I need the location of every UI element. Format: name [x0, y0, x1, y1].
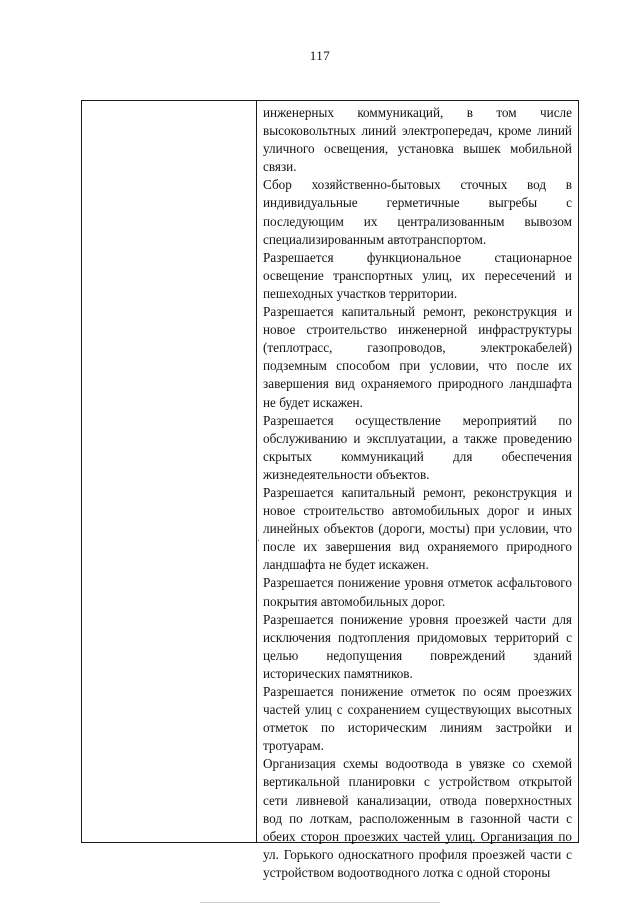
paragraph-roadway-level: Разрешается понижение уровня проезжей части для исключения подтопления придомовых территорий с целью недопущения повреждений зданий исторических памятников. [263, 611, 572, 681]
scan-edge-line [200, 902, 440, 903]
page-number: 117 [309, 48, 331, 63]
paragraph-wastewater-collection: Сбор хозяйственно-бытовых сточных вод в индивидуальные герметичные выгребы с последующим их централизованным вывозом специализированным автотранспортом. [263, 177, 572, 247]
scan-speck [258, 540, 259, 541]
regulations-table [81, 100, 579, 880]
paragraph-asphalt-level: Разрешается понижение уровня отметок асфальтового покрытия автомобильных дорог. [263, 575, 572, 609]
paragraph-drainage-scheme: Организация схемы водоотвода в увязке со схемой вертикальной планировки с устройством открытой сети ливневой канализации, отвода поверхностных вод по лоткам, расположенным в газонной части с обеих сторон проезжих частей улиц. Организация по ул. Горького односкатного профиля проезжей части с устройством водоотводного лотка с одной стороны [263, 756, 572, 880]
paragraph-maintenance-operation: Разрешается осуществление мероприятий по обслуживанию и эксплуатации, а также проведению скрытых коммуникаций для обеспечения жизнедеятельности объектов. [263, 412, 572, 482]
paragraph-engineering-infrastructure: Разрешается капитальный ремонт, реконструкция и новое строительство инженерной инфраструктуры (теплотрасс, газопроводов, электрокабелей) подземным способом при условии, что после их завершения вид охраняемого природного ландшафта не будет искажен. [263, 304, 572, 410]
paragraph-street-axes: Разрешается понижение отметок по осям проезжих частей улиц с сохранением существующих высотных отметок по историческим линиям застройки и тротуарам. [263, 684, 572, 754]
table-left-cell [82, 101, 256, 842]
paragraph-engineering-communications: инженерных коммуникаций, в том числе высоковольтных линий электропередач, кроме линий уличного освещения, установка вышек мобильной связи. [263, 105, 572, 175]
paragraph-roads-construction: Разрешается капитальный ремонт, реконструкция и новое строительство автомобильных дорог и иных линейных объектов (дороги, мосты) при условии, что после их завершения вид охраняемого природного ландшафта не будет искажен. [263, 484, 572, 573]
table-right-cell [263, 104, 572, 882]
paragraph-street-lighting: Разрешается функциональное стационарное освещение транспортных улиц, их пересечений и пешеходных участков территории. [263, 249, 572, 301]
column-divider [256, 101, 257, 842]
